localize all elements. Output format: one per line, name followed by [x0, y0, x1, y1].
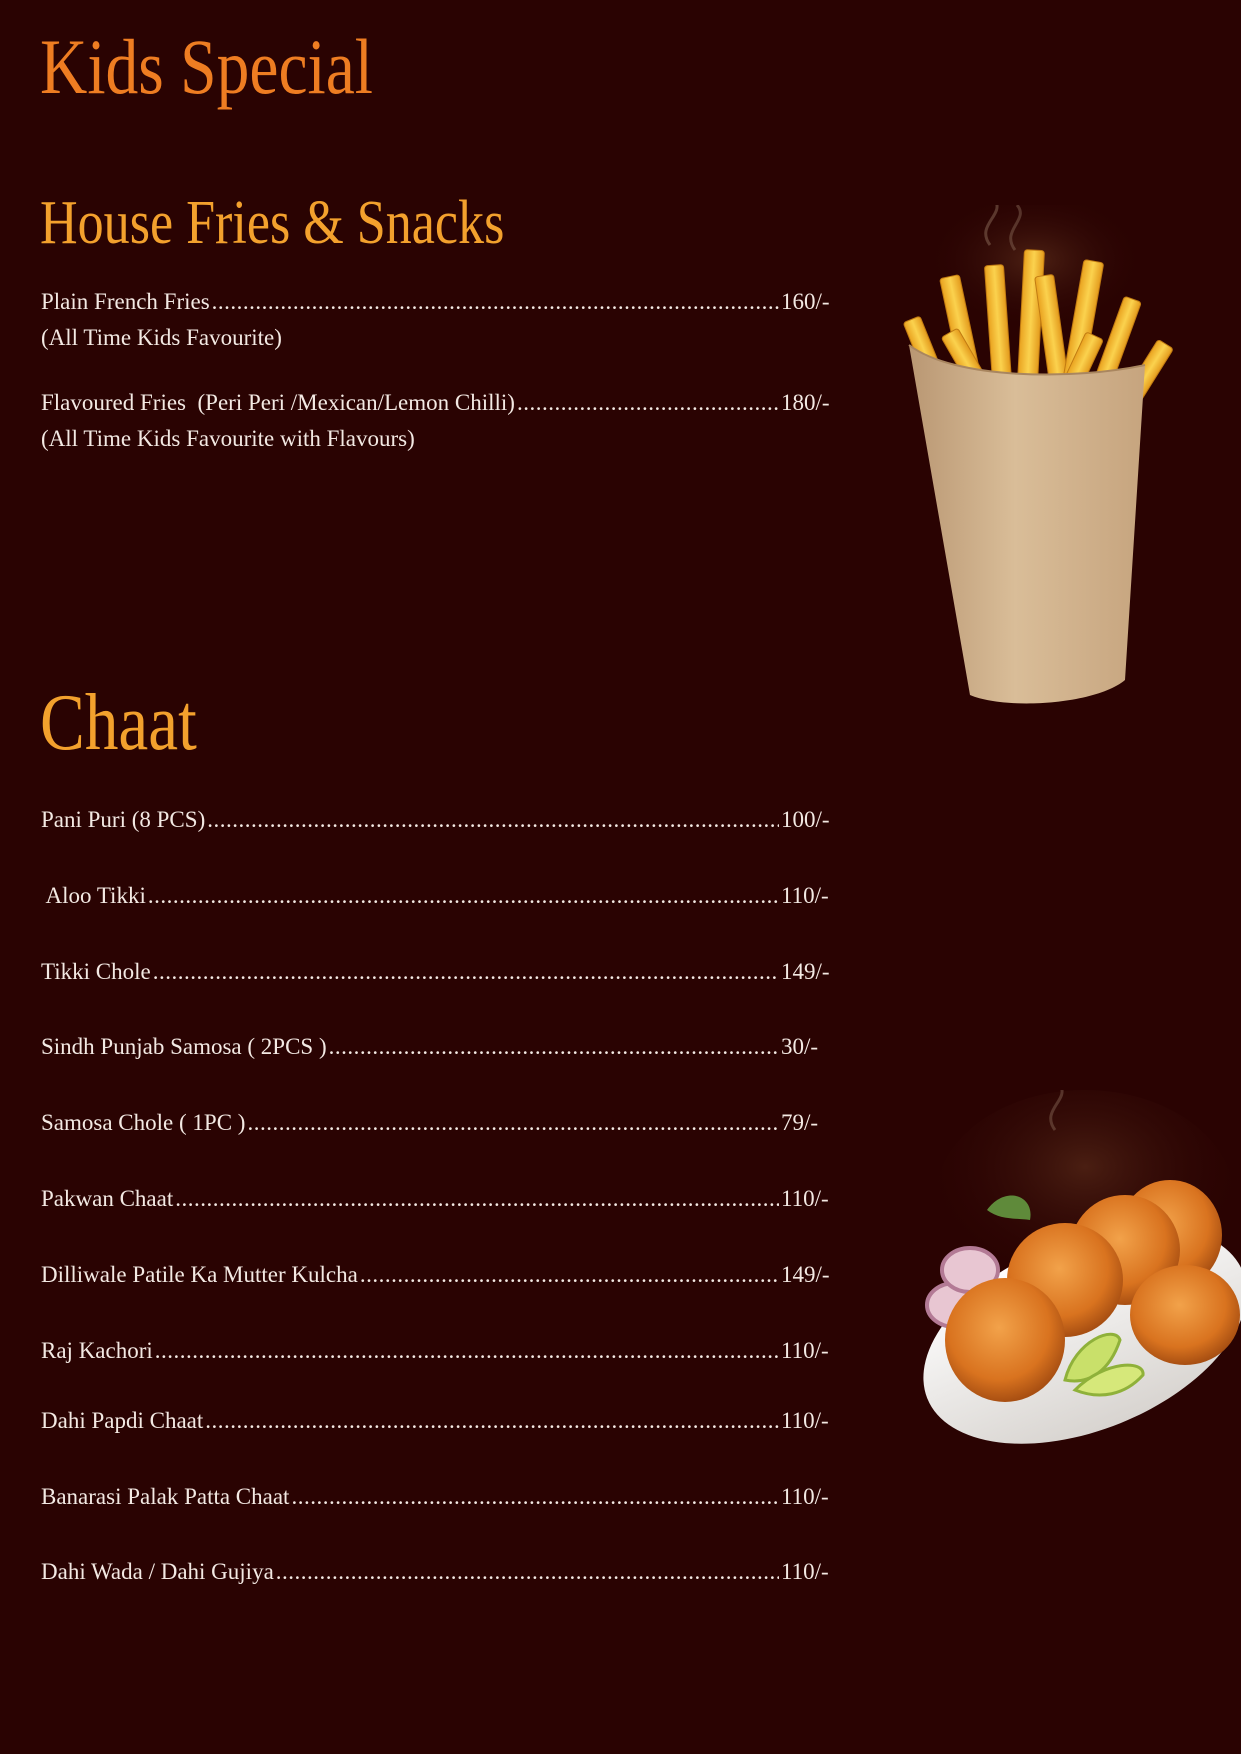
menu-item: [41, 1482, 833, 1512]
dot-leader: [175, 1184, 779, 1214]
item-name: Dahi Papdi Chaat: [41, 1408, 204, 1433]
item-price: 110/-: [781, 1408, 829, 1433]
item-price: 100/-: [781, 807, 830, 832]
page-title: Kids Special: [40, 23, 374, 110]
section-title-fries: House Fries & Snacks: [40, 189, 505, 257]
item-name: Pani Puri (8 PCS): [41, 807, 206, 832]
item-name: Plain French Fries: [41, 289, 210, 314]
menu-item: [41, 1184, 833, 1214]
dot-leader: [155, 1336, 779, 1366]
dot-leader: [148, 881, 779, 911]
item-price: 110/-: [781, 883, 829, 908]
item-price: 149/-: [781, 959, 830, 984]
dot-leader: [153, 957, 779, 987]
menu-item: [41, 1032, 833, 1062]
dot-leader: [517, 388, 779, 418]
item-price: 110/-: [781, 1186, 829, 1211]
dot-leader: [247, 1108, 779, 1138]
menu-item: [41, 957, 833, 987]
item-price: 110/-: [781, 1338, 829, 1363]
item-name: Tikki Chole: [41, 959, 151, 984]
dot-leader: [276, 1557, 779, 1587]
item-name: Dahi Wada / Dahi Gujiya: [41, 1559, 274, 1584]
item-price: 79/-: [781, 1110, 819, 1135]
item-price: 149/-: [781, 1262, 830, 1287]
french-fries-image: [895, 205, 1177, 715]
menu-item: [41, 881, 833, 911]
item-name: Pakwan Chaat: [41, 1186, 174, 1211]
item-note: (All Time Kids Favourite): [41, 325, 282, 350]
dot-leader: [329, 1032, 779, 1062]
menu-item: [41, 1557, 833, 1587]
item-name: Raj Kachori: [41, 1338, 153, 1363]
item-name: Flavoured Fries (Peri Peri /Mexican/Lemon Chilli): [41, 390, 515, 415]
menu-item: [41, 1108, 833, 1138]
item-note: (All Time Kids Favourite with Flavours): [41, 426, 415, 451]
dot-leader: [205, 1406, 779, 1436]
menu-item: [41, 1336, 833, 1366]
aloo-tikki-image: [915, 1090, 1241, 1470]
item-price: 160/-: [781, 289, 830, 314]
item-name: Dilliwale Patile Ka Mutter Kulcha: [41, 1262, 358, 1287]
menu-item: [41, 287, 833, 353]
item-price: 180/-: [781, 390, 830, 415]
menu-item: [41, 805, 833, 835]
menu-item: [41, 1260, 833, 1290]
item-name: Banarasi Palak Patta Chaat: [41, 1484, 290, 1509]
section-title-chaat: Chaat: [40, 679, 197, 767]
menu-item: [41, 1406, 833, 1436]
dot-leader: [207, 805, 779, 835]
item-price: 110/-: [781, 1559, 829, 1584]
item-name: Sindh Punjab Samosa ( 2PCS ): [41, 1034, 327, 1059]
menu-item: [41, 388, 833, 454]
dot-leader: [360, 1260, 779, 1290]
item-price: 30/-: [781, 1034, 819, 1059]
item-price: 110/-: [781, 1484, 829, 1509]
item-name: Samosa Chole ( 1PC ): [41, 1110, 246, 1135]
item-name: Aloo Tikki: [41, 883, 146, 908]
dot-leader: [291, 1482, 779, 1512]
dot-leader: [212, 287, 779, 317]
